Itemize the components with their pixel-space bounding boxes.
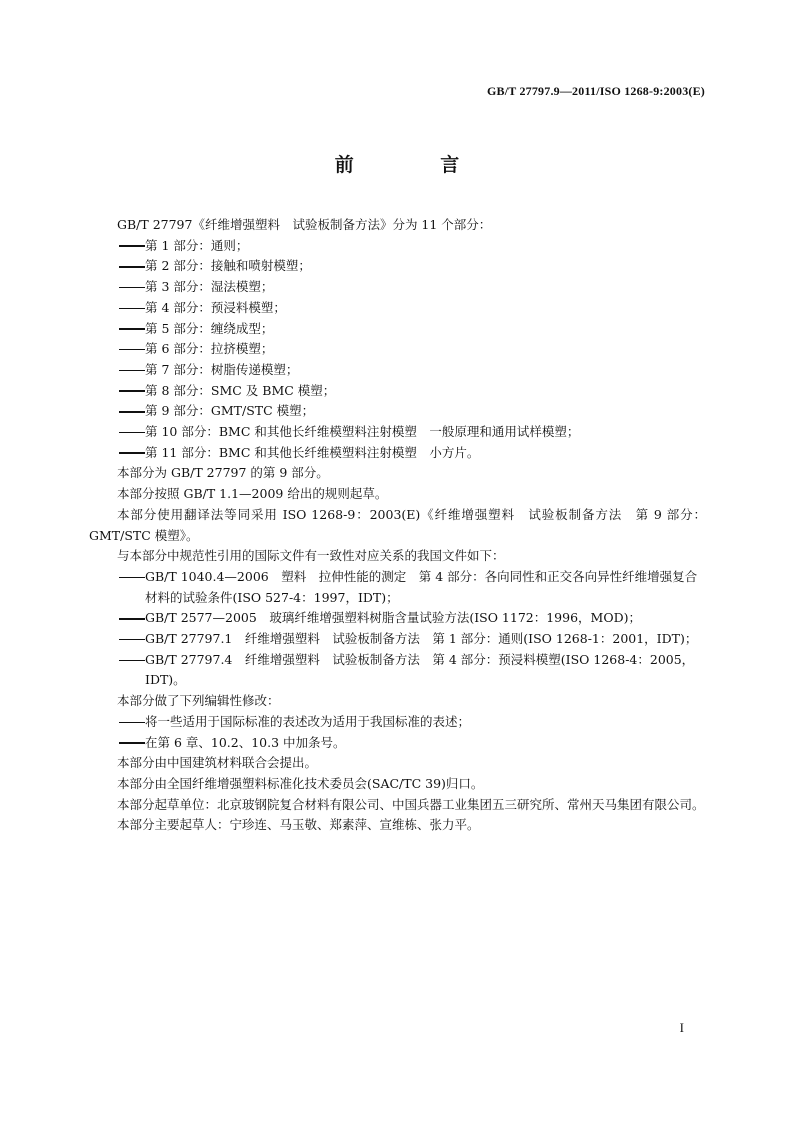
paragraph <box>89 774 706 795</box>
list-item <box>89 608 706 629</box>
paragraph-text: 本部分按照 GB/T 1.1—2009 给出的规则起草。 <box>117 486 388 502</box>
paragraph <box>89 753 706 774</box>
em-dash-bullet <box>117 339 145 360</box>
list-item <box>89 360 706 381</box>
list-item <box>89 712 706 733</box>
list-item <box>89 443 706 464</box>
paragraph-text: 在第 6 章、10.2、10.3 中加条号。 <box>145 734 346 750</box>
standard-code-header: GB/T 27797.9—2011/ISO 1268-9:2003(E) <box>487 84 705 98</box>
em-dash-bullet <box>117 422 145 443</box>
paragraph <box>89 795 706 816</box>
paragraph-text: GB/T 27797《纤维增强塑料 试验板制备方法》分为 11 个部分： <box>117 217 492 232</box>
paragraph-text: 第 10 部分：BMC 和其他长纤维模塑料注射模塑 一般原理和通用试样模塑； <box>145 424 580 440</box>
em-dash-bullet <box>117 360 145 381</box>
page-number: I <box>679 1020 684 1035</box>
list-item <box>89 319 706 340</box>
em-dash-bullet <box>117 629 145 650</box>
paragraph-text: 本部分做了下列编辑性修改： <box>117 693 280 709</box>
paragraph-text: GB/T 2577—2005 玻璃纤维增强塑料树脂含量试验方法(ISO 1172：1996，MOD)； <box>145 610 641 626</box>
paragraph-text: GB/T 27797.1 纤维增强塑料 试验板制备方法 第 1 部分：通则(ISO 1268-1：2001，IDT)； <box>145 631 698 647</box>
paragraph <box>89 505 706 546</box>
list-item <box>89 733 706 754</box>
list-item <box>89 256 706 277</box>
em-dash-bullet <box>117 733 145 754</box>
em-dash-bullet <box>117 381 145 402</box>
list-item <box>89 277 706 298</box>
paragraph-text: 第 1 部分：通则； <box>145 237 249 253</box>
paragraph-text: 第 2 部分：接触和喷射模塑； <box>145 258 311 274</box>
paragraph <box>89 815 706 836</box>
list-item <box>89 422 706 443</box>
list-item <box>89 339 706 360</box>
paragraph <box>89 484 706 505</box>
list-item <box>89 629 706 650</box>
list-item <box>89 650 706 691</box>
page-title: 前 言 <box>334 154 500 176</box>
em-dash-bullet <box>117 567 145 588</box>
paragraph-text: 将一些适用于国际标准的表述改为适用于我国标准的表述； <box>145 713 471 729</box>
em-dash-bullet <box>117 608 145 629</box>
paragraph-text: 本部分由中国建筑材料联合会提出。 <box>117 755 318 771</box>
em-dash-bullet <box>117 443 145 464</box>
paragraph-text: 第 7 部分：树脂传递模塑； <box>145 361 299 377</box>
em-dash-bullet <box>117 401 145 422</box>
list-item <box>89 381 706 402</box>
paragraph-text: 本部分为 GB/T 27797 的第 9 部分。 <box>117 465 329 481</box>
em-dash-bullet <box>117 298 145 319</box>
paragraph <box>89 215 706 236</box>
list-item <box>89 236 706 257</box>
paragraph-text: 第 3 部分：湿法模塑； <box>145 279 274 295</box>
paragraph-text: GB/T 27797.4 纤维增强塑料 试验板制备方法 第 4 部分：预浸料模塑(ISO 1268-4：2005，IDT)。 <box>145 651 695 688</box>
em-dash-bullet <box>117 712 145 733</box>
paragraph <box>89 463 706 484</box>
paragraph-text: 第 8 部分：SMC 及 BMC 模塑； <box>145 382 336 398</box>
paragraph-text: 本部分使用翻译法等同采用 ISO 1268-9：2003(E)《纤维增强塑料 试验板制备方法 第 9 部分：GMT/STC 模塑》。 <box>89 506 706 543</box>
em-dash-bullet <box>117 650 145 671</box>
em-dash-bullet <box>117 319 145 340</box>
paragraph-text: 第 5 部分：缠绕成型； <box>145 320 274 336</box>
list-item <box>89 401 706 422</box>
paragraph <box>89 691 706 712</box>
list-item <box>89 298 706 319</box>
paragraph-text: GB/T 1040.4—2006 塑料 拉伸性能的测定 第 4 部分：各向同性和正交各向异性纤维增强复合材料的试验条件(ISO 527-4：1997，IDT)； <box>145 568 698 605</box>
paragraph-text: 本部分起草单位：北京玻钢院复合材料有限公司、中国兵器工业集团五三研究所、常州天马集团有限公司。 <box>117 796 705 812</box>
document-body <box>89 215 706 836</box>
em-dash-bullet <box>117 236 145 257</box>
paragraph-text: 与本部分中规范性引用的国际文件有一致性对应关系的我国文件如下： <box>117 548 505 564</box>
paragraph-text: 本部分由全国纤维增强塑料标准化技术委员会(SAC/TC 39)归口。 <box>117 775 484 791</box>
paragraph-text: 第 4 部分：预浸料模塑； <box>145 299 286 315</box>
paragraph-text: 第 6 部分：拉挤模塑； <box>145 341 274 357</box>
em-dash-bullet <box>117 277 145 298</box>
paragraph-text: 本部分主要起草人：宁珍连、马玉敬、郑素萍、宣维栋、张力平。 <box>117 817 480 833</box>
paragraph <box>89 546 706 567</box>
paragraph-text: 第 11 部分：BMC 和其他长纤维模塑料注射模塑 小方片。 <box>145 444 480 460</box>
paragraph-text: 第 9 部分：GMT/STC 模塑； <box>145 403 315 419</box>
em-dash-bullet <box>117 256 145 277</box>
list-item <box>89 567 706 608</box>
